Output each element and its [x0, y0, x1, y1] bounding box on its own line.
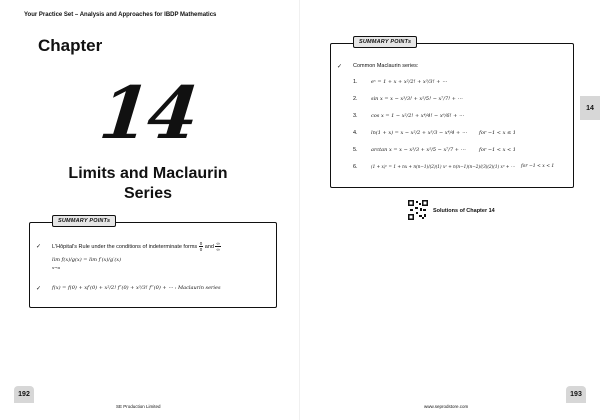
chapter-title: [48, 164, 248, 204]
series-arctan-range: for −1 < x < 1: [479, 147, 516, 153]
qr-code-icon: [408, 200, 428, 220]
lhopital-formula: lim f(x)/g(x) = lim f′(x)/g′(x): [52, 257, 122, 263]
running-header: Your Practice Set – Analysis and Approaches for IBDP Mathematics: [24, 12, 217, 18]
item-number: 2.: [353, 96, 358, 102]
chapter-side-tab: 14: [580, 96, 600, 120]
page-number-left: 192: [14, 386, 34, 403]
footer-left: SE Production Limited: [116, 404, 161, 409]
limit-subscript: x→a: [52, 265, 60, 270]
chapter-number: 14: [95, 70, 201, 155]
chapter-word: Chapter: [38, 36, 103, 55]
check-icon: ✓: [36, 244, 42, 250]
series-binomial-range: for −1 < x < 1: [521, 164, 555, 169]
maclaurin-general-formula: f(x) = f(0) + xf′(0) + x²/2! f″(0) + x³/3! f‴(0) + ⋯ : Maclaurin series: [52, 285, 221, 291]
series-cos: cos x = 1 − x²/2! + x⁴/4! − x⁶/6! + ⋯: [371, 113, 464, 119]
solutions-link[interactable]: Solutions of Chapter 14: [433, 208, 495, 214]
page-number-right: 193: [566, 386, 586, 403]
item-number: 4.: [353, 130, 358, 136]
left-summary-box: [29, 218, 277, 308]
summary-label: SUMMARY POINTs: [353, 36, 417, 48]
series-ln: ln(1 + x) = x − x²/2 + x³/3 − x⁴/4 + ⋯: [371, 130, 467, 136]
right-summary-box: [330, 39, 574, 188]
check-icon: ✓: [36, 286, 42, 292]
item-number: 1.: [353, 79, 358, 85]
series-binomial: (1 + x)ⁿ = 1 + nx + n(n−1)/(2)(1) x² + n(n−1)(n−2)/(3)(2)(1) x³ + ⋯: [371, 164, 515, 169]
item-number: 6.: [353, 164, 358, 170]
item-number: 3.: [353, 113, 358, 119]
summary-label: SUMMARY POINTs: [52, 215, 116, 227]
footer-right: www.seprodstore.com: [424, 404, 469, 409]
check-icon: ✓: [337, 64, 343, 70]
item-number: 5.: [353, 147, 358, 153]
fraction-inf-over-inf: $\frac{\infty}{\infty}$: [216, 241, 220, 252]
chapter-title-line1: Limits and Maclaurin: [68, 165, 228, 182]
maclaurin-intro: Common Maclaurin series:: [353, 63, 419, 69]
series-arctan: arctan x = x − x³/3 + x⁵/5 − x⁷/7 + ⋯: [371, 147, 466, 153]
chapter-title-line2: Series: [123, 185, 173, 202]
series-ln-range: for −1 < x ≤ 1: [479, 130, 516, 136]
series-sin: sin x = x − x³/3! + x⁵/5! − x⁷/7! + ⋯: [371, 96, 463, 102]
fraction-zero-over-zero: $\frac{0}{0}$: [199, 241, 203, 252]
series-exp: eˣ = 1 + x + x²/2! + x³/3! + ⋯: [371, 79, 447, 85]
lhopital-text: L'Hôpital's Rule under the conditions of indeterminate forms $\frac{0}{0}$ and $\frac{\infty}{\infty}$: [52, 241, 220, 252]
